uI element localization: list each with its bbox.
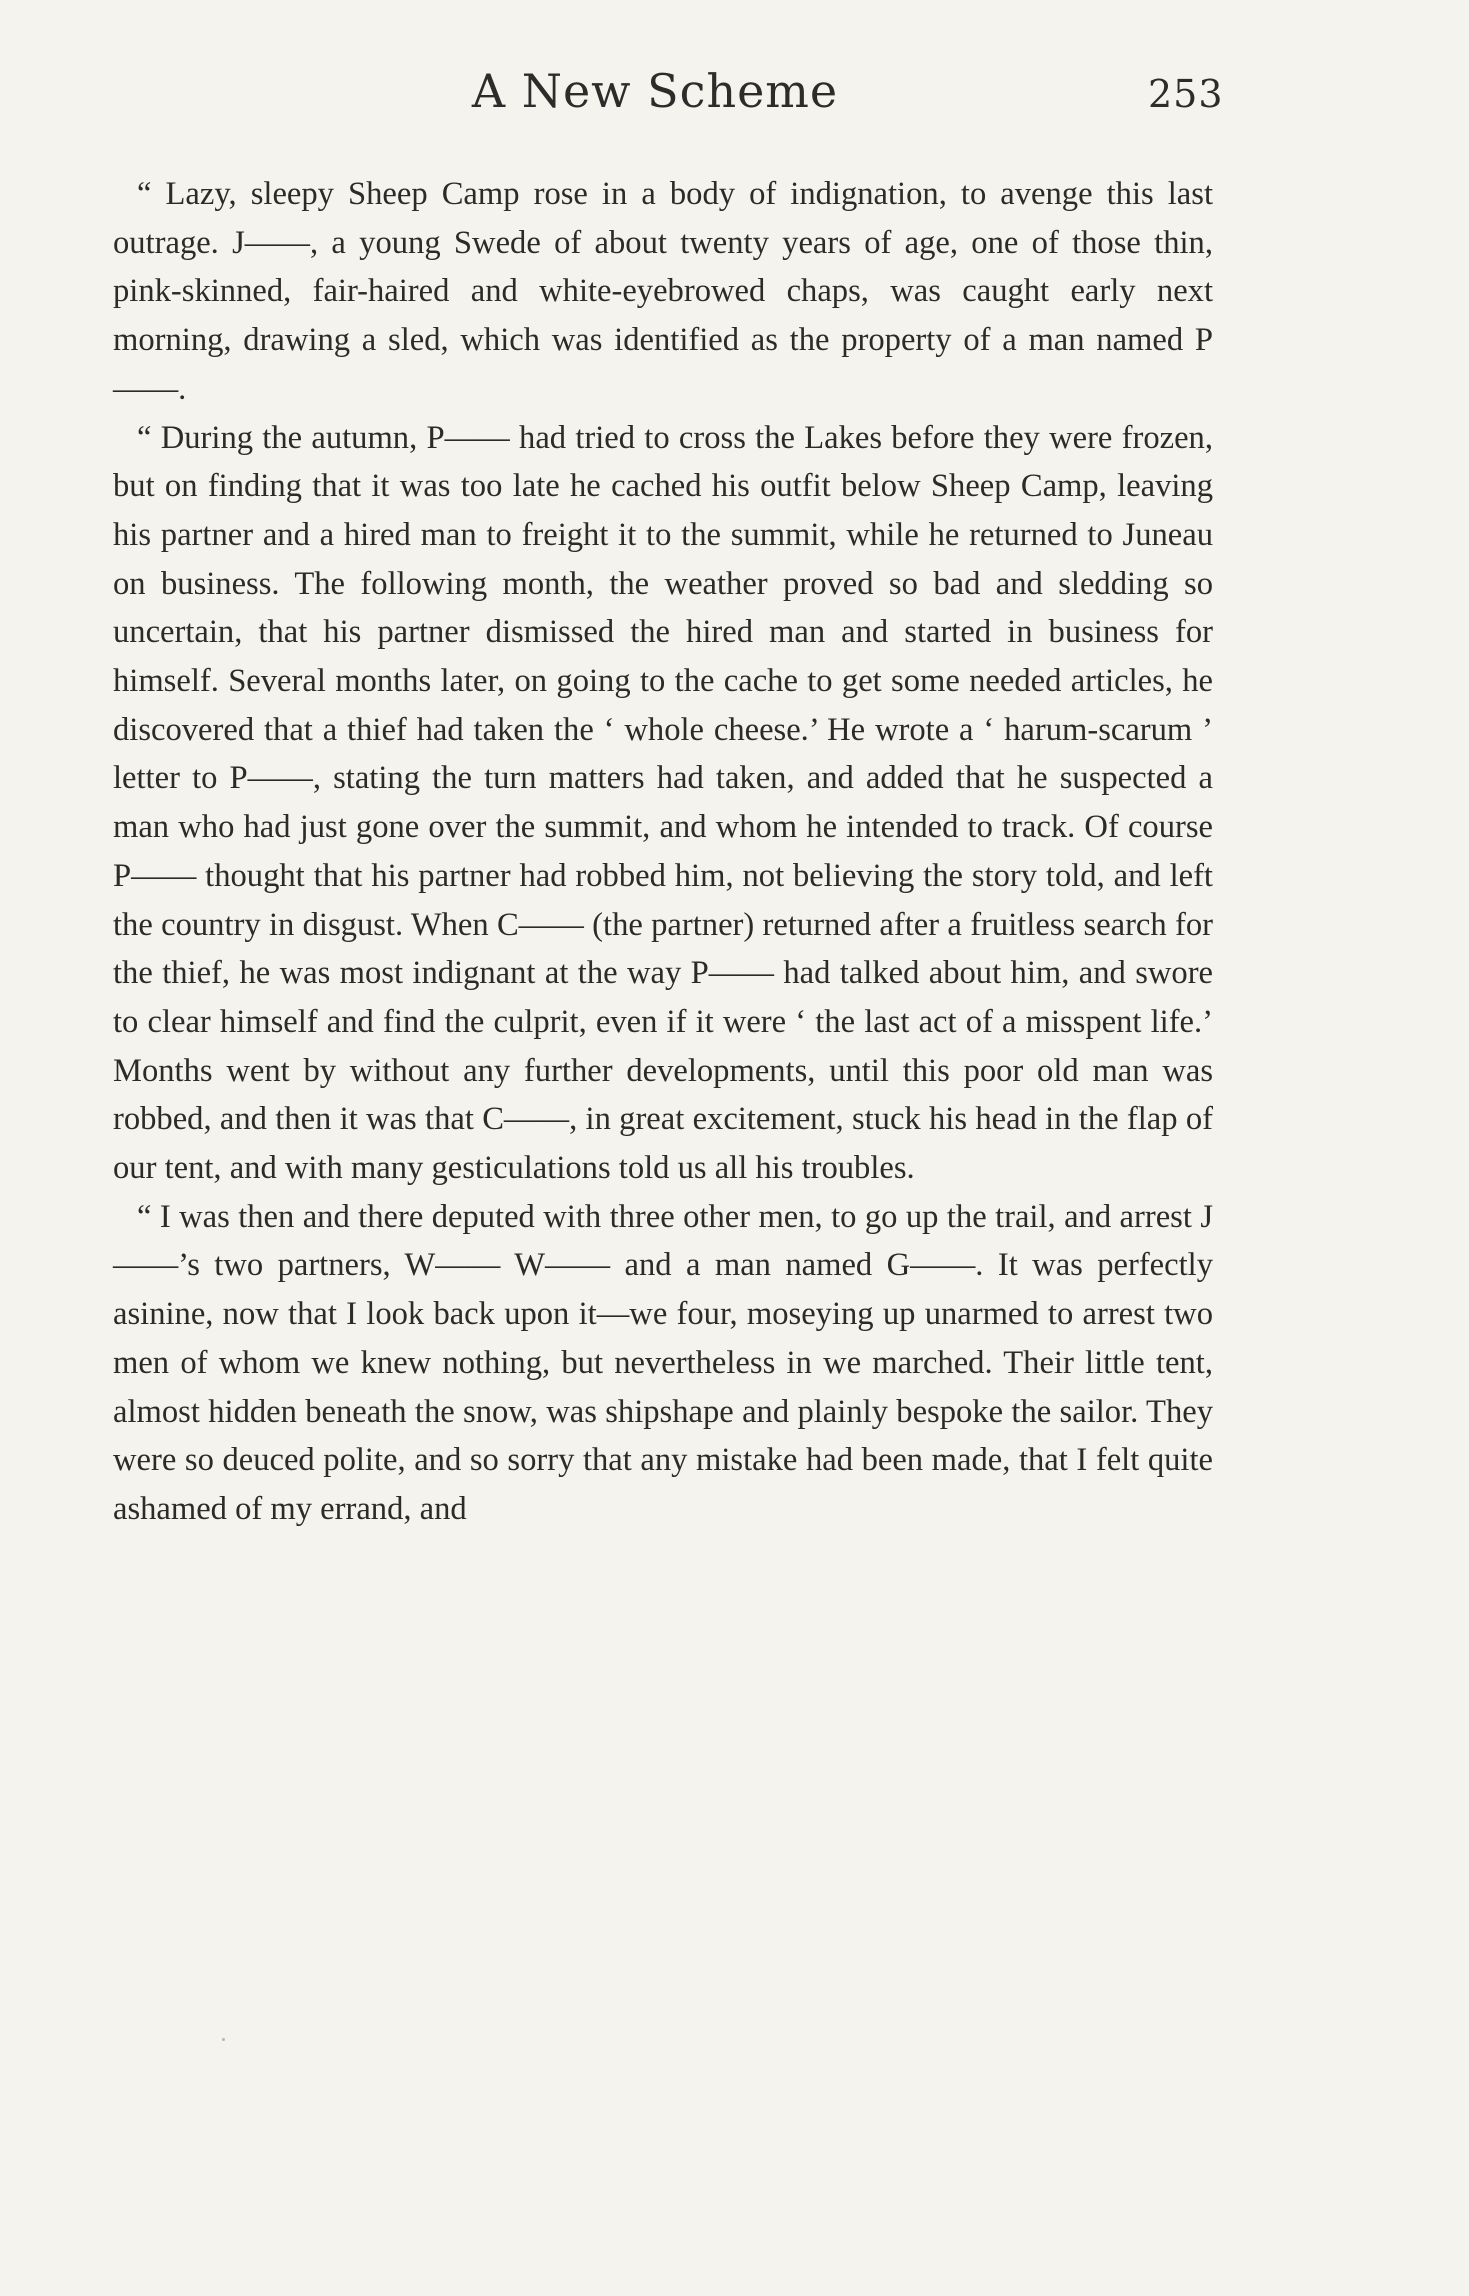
paragraph-1: “ Lazy, sleepy Sheep Camp rose in a body of indignation, to avenge this last outrage. J——, a young Swede of about twenty years of age, one of those thin, pink-skinned, fair-haired and white-eyebrowed chaps, was caught early next morning, drawing a sled, which was identified as the property of a man named P——. (113, 176, 1213, 407)
running-title: A New Scheme (471, 64, 839, 118)
running-head (0, 64, 1469, 130)
paper-speck (222, 2038, 225, 2041)
page-number: 253 (1148, 72, 1224, 116)
paragraph-3: “ I was then and there deputed with three other men, to go up the trail, and arrest J——’s two partners, W—— W—— and a man named G——. It was perfectly asinine, now that I look back upon it—we four, moseying up unarmed to arrest two men of whom we knew nothing, but nevertheless in we marched. Their little tent, almost hidden beneath the snow, was shipshape and plainly bespoke the sailor. They were so deuced polite, and so sorry that any mistake had been made, that I felt quite ashamed of my errand, and (113, 1198, 1213, 1527)
paragraph-2: “ During the autumn, P—— had tried to cross the Lakes before they were frozen, but on finding that it was too late he cached his outfit below Sheep Camp, leaving his partner and a hired man to freight it to the summit, while he returned to Juneau on business. The following month, the weather proved so bad and sledding so uncertain, that his partner dismissed the hired man and started in business for himself. Several months later, on going to the cache to get some needed articles, he discovered that a thief had taken the ‘ whole cheese.’ He wrote a ‘ harum-scarum ’ letter to P——, stating the turn matters had taken, and added that he suspected a man who had just gone over the summit, and whom he intended to track. Of course P—— thought that his partner had robbed him, not believing the story told, and left the country in disgust. When C—— (the partner) returned after a fruitless search for the thief, he was most indignant at the way P—— had talked about him, and swore to clear himself and find the culprit, even if it were ‘ the last act of a misspent life.’ Months went by without any further developments, until this poor old man was robbed, and then it was that C——, in great excitement, stuck his head in the flap of our tent, and with many gesticulations told us all his troubles. (113, 419, 1213, 1187)
body-text (113, 170, 1213, 1534)
